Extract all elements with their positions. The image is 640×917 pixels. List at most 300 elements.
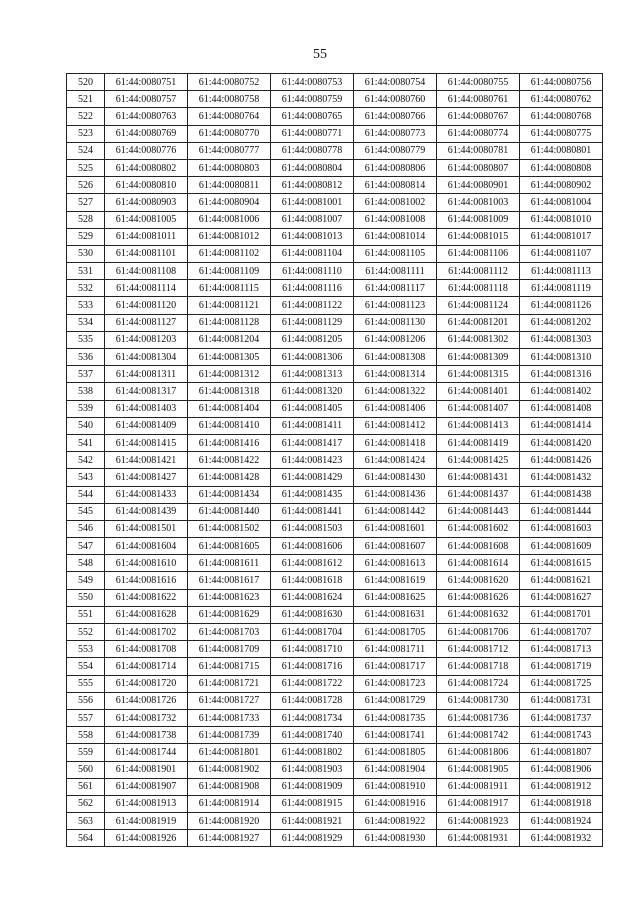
cadastral-number-cell: 61:44:0081722 <box>271 675 354 692</box>
cadastral-number-cell: 61:44:0081119 <box>520 280 603 297</box>
table-row <box>67 400 603 417</box>
cadastral-number-cell: 61:44:0081915 <box>271 795 354 812</box>
cadastral-number-cell: 61:44:0081107 <box>520 245 603 262</box>
row-number-cell: 548 <box>67 555 105 572</box>
cadastral-number-cell: 61:44:0081732 <box>105 709 188 726</box>
cadastral-number-cell: 61:44:0081416 <box>188 434 271 451</box>
table-row <box>67 366 603 383</box>
row-number-cell: 554 <box>67 658 105 675</box>
row-number-cell: 540 <box>67 417 105 434</box>
cadastral-number-cell: 61:44:0080755 <box>437 74 520 91</box>
cadastral-number-cell: 61:44:0081605 <box>188 538 271 555</box>
row-number-cell: 525 <box>67 159 105 176</box>
row-number-cell: 521 <box>67 91 105 108</box>
cadastral-number-cell: 61:44:0081932 <box>520 830 603 847</box>
cadastral-number-cell: 61:44:0081608 <box>437 538 520 555</box>
row-number-cell: 524 <box>67 142 105 159</box>
row-number-cell: 539 <box>67 400 105 417</box>
cadastral-number-cell: 61:44:0081733 <box>188 709 271 726</box>
cadastral-number-cell: 61:44:0081302 <box>437 331 520 348</box>
cadastral-number-cell: 61:44:0081006 <box>188 211 271 228</box>
cadastral-number-cell: 61:44:0081115 <box>188 280 271 297</box>
cadastral-number-cell: 61:44:0080807 <box>437 159 520 176</box>
table-row <box>67 589 603 606</box>
row-number-cell: 563 <box>67 813 105 830</box>
cadastral-number-cell: 61:44:0081203 <box>105 331 188 348</box>
row-number-cell: 538 <box>67 383 105 400</box>
cadastral-number-cell: 61:44:0081911 <box>437 778 520 795</box>
cadastral-number-cell: 61:44:0081120 <box>105 297 188 314</box>
cadastral-number-cell: 61:44:0080806 <box>354 159 437 176</box>
row-number-cell: 523 <box>67 125 105 142</box>
row-number-cell: 559 <box>67 744 105 761</box>
cadastral-number-cell: 61:44:0081723 <box>354 675 437 692</box>
cadastral-number-cell: 61:44:0081629 <box>188 606 271 623</box>
cadastral-number-cell: 61:44:0081014 <box>354 228 437 245</box>
row-number-cell: 553 <box>67 641 105 658</box>
cadastral-number-cell: 61:44:0081105 <box>354 245 437 262</box>
cadastral-number-cell: 61:44:0081916 <box>354 795 437 812</box>
cadastral-number-cell: 61:44:0080765 <box>271 108 354 125</box>
cadastral-number-cell: 61:44:0081622 <box>105 589 188 606</box>
cadastral-number-cell: 61:44:0081626 <box>437 589 520 606</box>
cadastral-number-cell: 61:44:0080904 <box>188 194 271 211</box>
cadastral-number-cell: 61:44:0080770 <box>188 125 271 142</box>
cadastral-number-cell: 61:44:0081908 <box>188 778 271 795</box>
table-row <box>67 709 603 726</box>
cadastral-number-cell: 61:44:0081618 <box>271 572 354 589</box>
cadastral-number-cell: 61:44:0081720 <box>105 675 188 692</box>
cadastral-number-cell: 61:44:0081742 <box>437 727 520 744</box>
row-number-cell: 558 <box>67 727 105 744</box>
cadastral-number-cell: 61:44:0080757 <box>105 91 188 108</box>
cadastral-number-cell: 61:44:0081901 <box>105 761 188 778</box>
cadastral-number-cell: 61:44:0081005 <box>105 211 188 228</box>
cadastral-number-cell: 61:44:0081630 <box>271 606 354 623</box>
cadastral-number-cell: 61:44:0081614 <box>437 555 520 572</box>
cadastral-number-cell: 61:44:0081912 <box>520 778 603 795</box>
cadastral-number-cell: 61:44:0081719 <box>520 658 603 675</box>
cadastral-number-cell: 61:44:0080775 <box>520 125 603 142</box>
cadastral-number-cell: 61:44:0081728 <box>271 692 354 709</box>
cadastral-number-cell: 61:44:0081806 <box>437 744 520 761</box>
row-number-cell: 550 <box>67 589 105 606</box>
cadastral-number-cell: 61:44:0081122 <box>271 297 354 314</box>
row-number-cell: 564 <box>67 830 105 847</box>
cadastral-number-cell: 61:44:0081314 <box>354 366 437 383</box>
cadastral-number-cell: 61:44:0080759 <box>271 91 354 108</box>
table-row <box>67 211 603 228</box>
cadastral-number-cell: 61:44:0081433 <box>105 486 188 503</box>
cadastral-number-cell: 61:44:0081403 <box>105 400 188 417</box>
cadastral-number-cell: 61:44:0080777 <box>188 142 271 159</box>
cadastral-number-cell: 61:44:0080752 <box>188 74 271 91</box>
cadastral-number-cell: 61:44:0081502 <box>188 520 271 537</box>
cadastral-number-cell: 61:44:0080768 <box>520 108 603 125</box>
cadastral-number-cell: 61:44:0081419 <box>437 434 520 451</box>
cadastral-number-cell: 61:44:0081707 <box>520 624 603 641</box>
cadastral-number-cell: 61:44:0081710 <box>271 641 354 658</box>
cadastral-number-cell: 61:44:0081427 <box>105 469 188 486</box>
cadastral-number-cell: 61:44:0081407 <box>437 400 520 417</box>
cadastral-number-cell: 61:44:0081437 <box>437 486 520 503</box>
cadastral-number-cell: 61:44:0081724 <box>437 675 520 692</box>
table-row <box>67 761 603 778</box>
table-row <box>67 538 603 555</box>
cadastral-number-cell: 61:44:0080763 <box>105 108 188 125</box>
cadastral-number-cell: 61:44:0080771 <box>271 125 354 142</box>
cadastral-number-cell: 61:44:0080769 <box>105 125 188 142</box>
cadastral-number-cell: 61:44:0080814 <box>354 177 437 194</box>
cadastral-number-cell: 61:44:0081702 <box>105 624 188 641</box>
cadastral-number-cell: 61:44:0081729 <box>354 692 437 709</box>
cadastral-number-cell: 61:44:0081202 <box>520 314 603 331</box>
cadastral-number-cell: 61:44:0081406 <box>354 400 437 417</box>
cadastral-number-cell: 61:44:0081931 <box>437 830 520 847</box>
table-row <box>67 177 603 194</box>
row-number-cell: 526 <box>67 177 105 194</box>
cadastral-number-cell: 61:44:0081601 <box>354 520 437 537</box>
cadastral-number-cell: 61:44:0080773 <box>354 125 437 142</box>
cadastral-number-cell: 61:44:0081411 <box>271 417 354 434</box>
cadastral-number-cell: 61:44:0080753 <box>271 74 354 91</box>
row-number-cell: 546 <box>67 520 105 537</box>
page-number: 55 <box>313 47 327 62</box>
cadastral-number-cell: 61:44:0080751 <box>105 74 188 91</box>
cadastral-number-cell: 61:44:0080756 <box>520 74 603 91</box>
cadastral-number-cell: 61:44:0081130 <box>354 314 437 331</box>
cadastral-number-cell: 61:44:0081015 <box>437 228 520 245</box>
cadastral-number-cell: 61:44:0081128 <box>188 314 271 331</box>
cadastral-number-cell: 61:44:0081205 <box>271 331 354 348</box>
cadastral-number-cell: 61:44:0081907 <box>105 778 188 795</box>
table-row <box>67 194 603 211</box>
cadastral-number-cell: 61:44:0081310 <box>520 349 603 366</box>
cadastral-number-cell: 61:44:0081439 <box>105 503 188 520</box>
cadastral-number-cell: 61:44:0081713 <box>520 641 603 658</box>
cadastral-number-cell: 61:44:0081441 <box>271 503 354 520</box>
cadastral-number-cell: 61:44:0081124 <box>437 297 520 314</box>
cadastral-number-cell: 61:44:0081725 <box>520 675 603 692</box>
cadastral-number-cell: 61:44:0081121 <box>188 297 271 314</box>
cadastral-number-cell: 61:44:0081706 <box>437 624 520 641</box>
row-number-cell: 561 <box>67 778 105 795</box>
cadastral-number-cell: 61:44:0081627 <box>520 589 603 606</box>
cadastral-number-cell: 61:44:0081616 <box>105 572 188 589</box>
cadastral-number-cell: 61:44:0081730 <box>437 692 520 709</box>
cadastral-number-cell: 61:44:0081712 <box>437 641 520 658</box>
cadastral-number-cell: 61:44:0081919 <box>105 813 188 830</box>
cadastral-number-cell: 61:44:0081743 <box>520 727 603 744</box>
row-number-cell: 541 <box>67 434 105 451</box>
table-row <box>67 263 603 280</box>
cadastral-number-cell: 61:44:0081905 <box>437 761 520 778</box>
cadastral-number-cell: 61:44:0081305 <box>188 349 271 366</box>
cadastral-number-cell: 61:44:0081709 <box>188 641 271 658</box>
cadastral-number-cell: 61:44:0081408 <box>520 400 603 417</box>
table-row <box>67 830 603 847</box>
cadastral-number-cell: 61:44:0081001 <box>271 194 354 211</box>
cadastral-number-cell: 61:44:0081737 <box>520 709 603 726</box>
cadastral-number-cell: 61:44:0081921 <box>271 813 354 830</box>
table-body <box>67 74 603 847</box>
cadastral-number-cell: 61:44:0080812 <box>271 177 354 194</box>
cadastral-number-cell: 61:44:0081315 <box>437 366 520 383</box>
row-number-cell: 522 <box>67 108 105 125</box>
cadastral-number-cell: 61:44:0081906 <box>520 761 603 778</box>
cadastral-number-cell: 61:44:0081011 <box>105 228 188 245</box>
cadastral-number-cell: 61:44:0081401 <box>437 383 520 400</box>
table-row <box>67 159 603 176</box>
cadastral-number-cell: 61:44:0081736 <box>437 709 520 726</box>
cadastral-number-cell: 61:44:0081632 <box>437 606 520 623</box>
cadastral-number-cell: 61:44:0081604 <box>105 538 188 555</box>
row-number-cell: 549 <box>67 572 105 589</box>
cadastral-number-cell: 61:44:0081425 <box>437 452 520 469</box>
table-row <box>67 74 603 91</box>
cadastral-number-cell: 61:44:0080804 <box>271 159 354 176</box>
cadastral-number-cell: 61:44:0081410 <box>188 417 271 434</box>
cadastral-number-cell: 61:44:0081322 <box>354 383 437 400</box>
cadastral-number-cell: 61:44:0081715 <box>188 658 271 675</box>
cadastral-number-cell: 61:44:0081104 <box>271 245 354 262</box>
cadastral-number-cell: 61:44:0081440 <box>188 503 271 520</box>
table-row <box>67 349 603 366</box>
table-row <box>67 572 603 589</box>
table-row <box>67 520 603 537</box>
cadastral-number-cell: 61:44:0081620 <box>437 572 520 589</box>
cadastral-number-cell: 61:44:0081726 <box>105 692 188 709</box>
cadastral-number-cell: 61:44:0081714 <box>105 658 188 675</box>
cadastral-number-cell: 61:44:0081615 <box>520 555 603 572</box>
table-row <box>67 142 603 159</box>
cadastral-number-cell: 61:44:0080781 <box>437 142 520 159</box>
cadastral-number-cell: 61:44:0081306 <box>271 349 354 366</box>
table-row <box>67 297 603 314</box>
cadastral-number-cell: 61:44:0081607 <box>354 538 437 555</box>
cadastral-number-cell: 61:44:0080778 <box>271 142 354 159</box>
cadastral-number-cell: 61:44:0081443 <box>437 503 520 520</box>
cadastral-number-cell: 61:44:0081927 <box>188 830 271 847</box>
cadastral-number-cell: 61:44:0081317 <box>105 383 188 400</box>
cadastral-number-cell: 61:44:0081102 <box>188 245 271 262</box>
row-number-cell: 552 <box>67 624 105 641</box>
row-number-cell: 527 <box>67 194 105 211</box>
cadastral-number-cell: 61:44:0081923 <box>437 813 520 830</box>
row-number-cell: 528 <box>67 211 105 228</box>
cadastral-number-cell: 61:44:0081428 <box>188 469 271 486</box>
cadastral-number-cell: 61:44:0081603 <box>520 520 603 537</box>
cadastral-number-cell: 61:44:0080808 <box>520 159 603 176</box>
cadastral-number-cell: 61:44:0081003 <box>437 194 520 211</box>
cadastral-number-cell: 61:44:0081704 <box>271 624 354 641</box>
table-row <box>67 228 603 245</box>
table-row <box>67 125 603 142</box>
cadastral-number-cell: 61:44:0081009 <box>437 211 520 228</box>
cadastral-number-cell: 61:44:0081108 <box>105 263 188 280</box>
cadastral-number-cell: 61:44:0081501 <box>105 520 188 537</box>
table-row <box>67 486 603 503</box>
cadastral-number-cell: 61:44:0081110 <box>271 263 354 280</box>
cadastral-number-cell: 61:44:0080767 <box>437 108 520 125</box>
cadastral-number-cell: 61:44:0081412 <box>354 417 437 434</box>
cadastral-number-cell: 61:44:0081735 <box>354 709 437 726</box>
cadastral-number-cell: 61:44:0080901 <box>437 177 520 194</box>
cadastral-number-cell: 61:44:0080802 <box>105 159 188 176</box>
cadastral-number-cell: 61:44:0081204 <box>188 331 271 348</box>
row-number-cell: 536 <box>67 349 105 366</box>
cadastral-number-cell: 61:44:0081008 <box>354 211 437 228</box>
cadastral-number-cell: 61:44:0081924 <box>520 813 603 830</box>
cadastral-number-cell: 61:44:0080760 <box>354 91 437 108</box>
table-row <box>67 727 603 744</box>
cadastral-number-cell: 61:44:0080762 <box>520 91 603 108</box>
cadastral-number-cell: 61:44:0080774 <box>437 125 520 142</box>
cadastral-number-cell: 61:44:0081404 <box>188 400 271 417</box>
cadastral-number-cell: 61:44:0081424 <box>354 452 437 469</box>
table-row <box>67 813 603 830</box>
cadastral-number-cell: 61:44:0081701 <box>520 606 603 623</box>
row-number-cell: 545 <box>67 503 105 520</box>
cadastral-number-cell: 61:44:0081739 <box>188 727 271 744</box>
row-number-cell: 532 <box>67 280 105 297</box>
cadastral-number-cell: 61:44:0081414 <box>520 417 603 434</box>
cadastral-number-cell: 61:44:0081914 <box>188 795 271 812</box>
cadastral-number-cell: 61:44:0081910 <box>354 778 437 795</box>
cadastral-number-cell: 61:44:0081421 <box>105 452 188 469</box>
cadastral-number-cell: 61:44:0081010 <box>520 211 603 228</box>
cadastral-number-table <box>66 73 603 847</box>
cadastral-number-cell: 61:44:0081434 <box>188 486 271 503</box>
cadastral-number-cell: 61:44:0080801 <box>520 142 603 159</box>
cadastral-number-cell: 61:44:0081308 <box>354 349 437 366</box>
cadastral-number-cell: 61:44:0081012 <box>188 228 271 245</box>
row-number-cell: 542 <box>67 452 105 469</box>
cadastral-number-cell: 61:44:0081435 <box>271 486 354 503</box>
row-number-cell: 529 <box>67 228 105 245</box>
cadastral-number-cell: 61:44:0081117 <box>354 280 437 297</box>
cadastral-number-cell: 61:44:0081311 <box>105 366 188 383</box>
cadastral-number-cell: 61:44:0081417 <box>271 434 354 451</box>
table-row <box>67 795 603 812</box>
cadastral-number-cell: 61:44:0081415 <box>105 434 188 451</box>
cadastral-number-cell: 61:44:0081201 <box>437 314 520 331</box>
cadastral-number-cell: 61:44:0081929 <box>271 830 354 847</box>
cadastral-number-cell: 61:44:0081111 <box>354 263 437 280</box>
table-row <box>67 606 603 623</box>
table-row <box>67 417 603 434</box>
table-row <box>67 434 603 451</box>
row-number-cell: 537 <box>67 366 105 383</box>
table-row <box>67 641 603 658</box>
cadastral-number-cell: 61:44:0081918 <box>520 795 603 812</box>
cadastral-number-cell: 61:44:0081904 <box>354 761 437 778</box>
table-row <box>67 108 603 125</box>
row-number-cell: 551 <box>67 606 105 623</box>
cadastral-number-cell: 61:44:0081716 <box>271 658 354 675</box>
cadastral-number-cell: 61:44:0081744 <box>105 744 188 761</box>
cadastral-number-cell: 61:44:0081432 <box>520 469 603 486</box>
cadastral-number-cell: 61:44:0081312 <box>188 366 271 383</box>
cadastral-number-cell: 61:44:0081609 <box>520 538 603 555</box>
cadastral-number-cell: 61:44:0081623 <box>188 589 271 606</box>
cadastral-number-cell: 61:44:0081705 <box>354 624 437 641</box>
cadastral-number-cell: 61:44:0081917 <box>437 795 520 812</box>
cadastral-number-cell: 61:44:0081004 <box>520 194 603 211</box>
row-number-cell: 544 <box>67 486 105 503</box>
table-row <box>67 452 603 469</box>
cadastral-number-cell: 61:44:0081106 <box>437 245 520 262</box>
row-number-cell: 543 <box>67 469 105 486</box>
row-number-cell: 531 <box>67 263 105 280</box>
cadastral-number-cell: 61:44:0080810 <box>105 177 188 194</box>
cadastral-number-cell: 61:44:0081801 <box>188 744 271 761</box>
cadastral-number-cell: 61:44:0081426 <box>520 452 603 469</box>
table-row <box>67 675 603 692</box>
row-number-cell: 557 <box>67 709 105 726</box>
cadastral-number-cell: 61:44:0081628 <box>105 606 188 623</box>
cadastral-number-cell: 61:44:0080761 <box>437 91 520 108</box>
row-number-cell: 534 <box>67 314 105 331</box>
table-row <box>67 280 603 297</box>
cadastral-number-cell: 61:44:0081113 <box>520 263 603 280</box>
cadastral-number-cell: 61:44:0081422 <box>188 452 271 469</box>
cadastral-number-cell: 61:44:0080766 <box>354 108 437 125</box>
cadastral-number-cell: 61:44:0081708 <box>105 641 188 658</box>
cadastral-number-cell: 61:44:0081718 <box>437 658 520 675</box>
cadastral-number-cell: 61:44:0081922 <box>354 813 437 830</box>
cadastral-number-cell: 61:44:0081402 <box>520 383 603 400</box>
row-number-cell: 556 <box>67 692 105 709</box>
row-number-cell: 555 <box>67 675 105 692</box>
cadastral-number-cell: 61:44:0081129 <box>271 314 354 331</box>
cadastral-number-cell: 61:44:0081741 <box>354 727 437 744</box>
cadastral-number-cell: 61:44:0080902 <box>520 177 603 194</box>
cadastral-number-cell: 61:44:0081109 <box>188 263 271 280</box>
cadastral-number-cell: 61:44:0081309 <box>437 349 520 366</box>
cadastral-number-cell: 61:44:0081913 <box>105 795 188 812</box>
cadastral-number-cell: 61:44:0081606 <box>271 538 354 555</box>
cadastral-number-cell: 61:44:0081126 <box>520 297 603 314</box>
cadastral-number-cell: 61:44:0080903 <box>105 194 188 211</box>
cadastral-number-cell: 61:44:0081123 <box>354 297 437 314</box>
cadastral-number-cell: 61:44:0081409 <box>105 417 188 434</box>
cadastral-number-cell: 61:44:0081610 <box>105 555 188 572</box>
cadastral-number-cell: 61:44:0081418 <box>354 434 437 451</box>
cadastral-number-cell: 61:44:0081930 <box>354 830 437 847</box>
cadastral-number-cell: 61:44:0080776 <box>105 142 188 159</box>
cadastral-number-cell: 61:44:0081909 <box>271 778 354 795</box>
cadastral-number-cell: 61:44:0081112 <box>437 263 520 280</box>
row-number-cell: 530 <box>67 245 105 262</box>
row-number-cell: 520 <box>67 74 105 91</box>
table-row <box>67 91 603 108</box>
cadastral-number-cell: 61:44:0081902 <box>188 761 271 778</box>
cadastral-number-cell: 61:44:0081727 <box>188 692 271 709</box>
cadastral-number-cell: 61:44:0080803 <box>188 159 271 176</box>
cadastral-number-cell: 61:44:0081703 <box>188 624 271 641</box>
cadastral-number-cell: 61:44:0081127 <box>105 314 188 331</box>
cadastral-number-cell: 61:44:0081101 <box>105 245 188 262</box>
table-row <box>67 778 603 795</box>
cadastral-number-cell: 61:44:0081444 <box>520 503 603 520</box>
cadastral-number-cell: 61:44:0081423 <box>271 452 354 469</box>
cadastral-number-cell: 61:44:0081316 <box>520 366 603 383</box>
table-row <box>67 245 603 262</box>
cadastral-number-cell: 61:44:0081711 <box>354 641 437 658</box>
table-row <box>67 692 603 709</box>
row-number-cell: 533 <box>67 297 105 314</box>
